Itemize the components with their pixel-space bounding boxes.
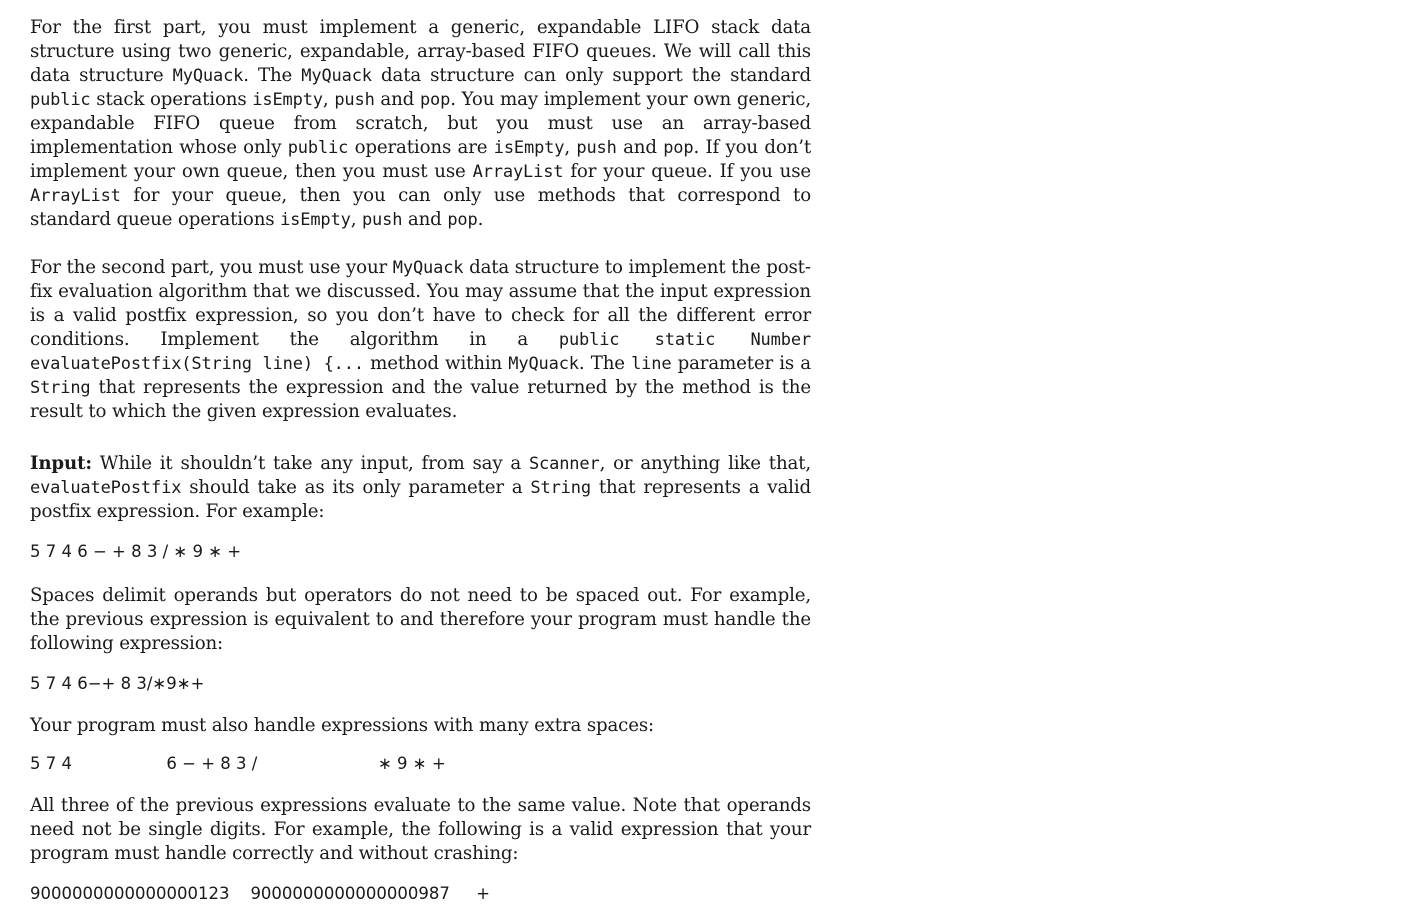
text: that represents a valid postfix expression. For example:	[30, 477, 812, 522]
text: , or anything like that,	[599, 453, 812, 474]
text: method within	[363, 353, 509, 374]
code-string: String	[530, 478, 591, 498]
text: should take as its only parameter a	[181, 477, 531, 498]
text: for your queue. If you use	[563, 161, 811, 182]
code-pop: pop	[447, 210, 478, 230]
code-isempty: isEmpty	[252, 90, 323, 110]
code-line: line	[631, 354, 672, 374]
code-string: String	[30, 378, 91, 398]
code-public: public	[30, 90, 91, 110]
text: and	[402, 209, 448, 230]
text: .	[477, 209, 484, 230]
code-myquack: MyQuack	[172, 66, 244, 86]
text: and	[374, 89, 420, 110]
text: . You may implement your own generic, expandable FIFO queue from scratch, but you must use an array-based implementation whose only	[30, 89, 811, 158]
text: ,	[350, 209, 362, 230]
code-arraylist: ArrayList	[472, 162, 564, 182]
code-myquack: MyQuack	[392, 258, 464, 278]
text: operations are	[348, 137, 494, 158]
code-isempty: isEmpty	[493, 138, 565, 158]
paragraph-input	[30, 452, 811, 524]
paragraph-part-one	[30, 16, 811, 232]
code-arraylist: ArrayList	[30, 186, 121, 206]
text: parameter is a	[671, 353, 811, 374]
text: For the first part, you must implement a generic, expandable LIFO stack data structure using two generic, expandable, array-based FIFO queues. We will call this data structure	[30, 17, 811, 86]
code-pop: pop	[663, 138, 694, 158]
paragraph-spaces: Spaces delimit operands but operators do not need to be spaced out. For example, the previous expression is equivalent to and therefore your program must handle the following expression:	[30, 585, 811, 654]
code-evaluatepostfix: evaluatePostfix	[30, 478, 182, 498]
example-expression-3: 5 7 4 6 − + 8 3 / ∗ 9 ∗ +	[30, 754, 446, 773]
code-scanner: Scanner	[528, 454, 600, 474]
paragraph-operands: All three of the previous expressions evaluate to the same value. Note that operands need not be single digits. For example, the following is a valid expression that your program must handle correctly and without crashing:	[30, 795, 811, 864]
text: ,	[564, 137, 577, 158]
example-expression-4: 9000000000000000123 9000000000000000987 +	[30, 884, 490, 903]
text: that represents the expression and the value returned by the method is the result to which the given expression evaluates.	[30, 377, 811, 422]
code-method-signature: public static Number evaluatePostfix(String line) {...	[30, 330, 811, 374]
text: ,	[322, 89, 335, 110]
text: stack operations	[90, 89, 253, 110]
code-push: push	[334, 90, 375, 110]
text: . The	[578, 353, 632, 374]
text: and	[616, 137, 664, 158]
paragraph-extra-spaces: Your program must also handle expressions with many extra spaces:	[30, 715, 654, 736]
code-myquack: MyQuack	[301, 66, 372, 86]
code-pop: pop	[419, 90, 451, 110]
example-expression-2: 5 7 4 6−+ 8 3/∗9∗+	[30, 674, 205, 693]
text: data structure to implement the postfix evaluation algorithm that we discussed. You may assume that the input expression is a valid postfix expression, so you don’t have to check for all the different error conditions. Implement the algorithm in a	[30, 257, 811, 350]
text: . The	[243, 65, 302, 86]
input-heading: Input:	[30, 453, 92, 474]
paragraph-part-two	[30, 256, 811, 424]
text: While it shouldn’t take any input, from say a	[91, 453, 529, 474]
text: data structure can only support the standard	[371, 65, 811, 86]
code-public: public	[287, 138, 349, 158]
document-page	[30, 16, 811, 906]
code-push: push	[576, 138, 617, 158]
text: . If you don’t implement your own queue, then you must use	[30, 137, 811, 182]
text: for your queue, then you can only use methods that correspond to standard queue operations	[30, 185, 811, 230]
code-push: push	[361, 210, 403, 230]
example-expression-1: 5 7 4 6 − + 8 3 / ∗ 9 ∗ +	[30, 542, 242, 561]
code-myquack: MyQuack	[508, 354, 579, 374]
code-isempty: isEmpty	[280, 210, 351, 230]
text: For the second part, you must use your	[30, 257, 393, 278]
